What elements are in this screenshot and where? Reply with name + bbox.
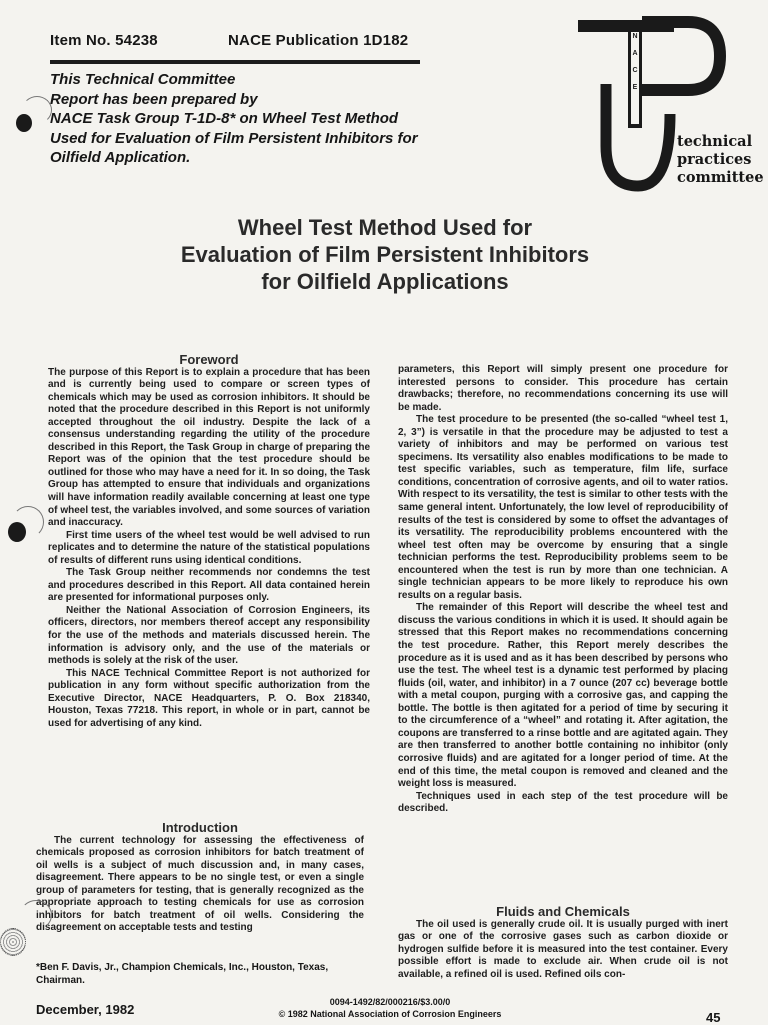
- footer-code: 0094-1492/82/000216/$3.00/0: [329, 997, 451, 1007]
- committee-statement-line: This Technical Committee: [50, 71, 236, 88]
- foreword-paragraph: Neither the National Association of Corrosion Engineers, its officers, directors, nor members thereof accept any responsibility for the use of the methods and materials discussed herein. The information is advisory only, and the use of the materials or methods is solely at the risk of the user.: [48, 604, 370, 667]
- fluids-heading: Fluids and Chemicals: [496, 904, 630, 919]
- left-column: [48, 354, 370, 730]
- item-number: Item No. 54238: [50, 32, 158, 49]
- logo-letters: [630, 32, 640, 100]
- title-line: Evaluation of Film Persistent Inhibitors: [180, 242, 590, 267]
- logo-word: committee: [677, 169, 764, 186]
- foreword-paragraph: First time users of the wheel test would be well advised to run replicates and to determine the nature of the statistical populations of results of different runs using identical conditions.: [48, 529, 370, 566]
- title-line: for Oilfield Applications: [261, 269, 509, 294]
- punch-hole-ring: [20, 900, 52, 930]
- logo-letter: N: [632, 33, 638, 40]
- footer-date: December, 1982: [36, 1002, 135, 1017]
- body-paragraph: The remainder of this Report will describe the wheel test and discuss the various conditions in which it is used. It should again be stressed that this Report makes no recommendations concerning the test procedure. Rather, this Report merely describes the procedure as it is used and as it has been described by persons who use the test. The wheel test is a dynamic test performed by placing fluids (oil, water, and inhibitor) in a 7 ounce (207 cc) beverage bottle with a metal coupon, purging with a corrosive gas, and capping the bottle. The bottle is then agitated for a period of time by securing it to the circumference of a “wheel” and rotating it. After agitation, the coupons are transferred to a rinse bottle and are agitated again. They are then transferred to another bottle containing no inhibitor (only corrosive fluids) and are agitated for a longer period of time. At the end of this time, the metal coupon is removed and cleaned and the weight loss is measured.: [398, 602, 728, 790]
- logo-word: practices: [677, 151, 752, 168]
- body-paragraph: The test procedure to be presented (the so-called “wheel test 1, 2, 3”) is versatile in that the procedure may be adjusted to test a variety of inhibitors and may be performed on various test specimens. Its versatility also enables modifications to be made to test specific variables, such as temperature, film life, surface conditions, concentration of corrosive agents, and oil to water ratios. With respect to its versatility, the test is similar to other tests with the same general intent. Unfortunately, the low level of reproducibility of results of the test is considered by some to offset the advantages of its versatility. The reproducibility problems encountered with the wheel test often may be overcome by ensuring that a single technician performs the test. Reproducibility problems seem to be encountered when the test is run by more than one technician. A single technician appears to be more likely to reproduce his own results on a regular basis.: [398, 414, 728, 601]
- header-rule: [50, 60, 420, 64]
- committee-statement-line: Report has been prepared by: [50, 90, 258, 108]
- footnote: *Ben F. Davis, Jr., Champion Chemicals, Inc., Houston, Texas, Chairman.: [36, 962, 329, 986]
- committee-statement: [50, 70, 470, 168]
- introduction-section: [36, 822, 364, 935]
- logo-letter: C: [632, 67, 638, 74]
- footer-copyright: © 1982 National Association of Corrosion Engineers: [278, 1009, 502, 1019]
- page-title: [100, 214, 670, 295]
- committee-statement-line: Oilfield Application.: [50, 149, 191, 166]
- introduction-heading: Introduction: [162, 820, 238, 835]
- logo-letter: E: [632, 84, 638, 91]
- committee-statement-line: NACE Task Group T-1D-8* on Wheel Test Method: [50, 110, 399, 127]
- body-paragraph: parameters, this Report will simply present one procedure for interested persons to consider. This procedure has certain drawbacks; therefore, no recommendations concerning its use will be made.: [398, 364, 728, 413]
- title-line: Wheel Test Method Used for: [237, 215, 533, 240]
- punch-hole-ring: [12, 506, 44, 538]
- foreword-paragraph: The Task Group neither recommends nor condemns the test and procedures described in this Report. All data contained herein are presented for informational purposes only.: [48, 567, 370, 604]
- foreword-paragraph: The purpose of this Report is to explain a procedure that has been and is currently being used to compare or screen types of chemicals which may be used as corrosion inhibitors. It should be noted that the procedure described in this Report is not uniformly accepted throughout the oil industry. Despite the lack of a consensus understanding regarding the utility of the procedure described in this Report, the Task Group in charge of preparing the Report was of the opinion that the test procedure should be outlined for those who may have a need for it. In so doing, the Task Group has attempted to ensure that individuals and organizations will have information readily available concerning at least one type of wheel test, the variables involved, and some sources of variation and inaccuracy.: [48, 366, 370, 529]
- foreword-paragraph: This NACE Technical Committee Report is not authorized for publication in any form without specific authorization from the Executive Director, NACE Headquarters, P. O. Box 218340, Houston, Texas 77218. This report, in whole or in part, cannot be used for advertising of any kind.: [48, 667, 370, 729]
- page-number: 45: [706, 1010, 721, 1025]
- fluids-section: [398, 906, 728, 981]
- body-paragraph: Techniques used in each step of the test procedure will be described.: [398, 790, 728, 815]
- punch-hole-ring: [22, 96, 52, 124]
- introduction-paragraph: The current technology for assessing the effectiveness of chemicals proposed as corrosion inhibitors for batch treatment of oil wells is a subject of much discussion and, in many cases, disagreement. There appears to be no single test, or even a single group of parameters for testing, that is generally recognized as the appropriate approach to testing chemicals for use as corrosion inhibitors for batch treatment of oil wells. Considering the disagreement on acceptable tests and testing: [36, 834, 364, 934]
- punch-hole-mark: [0, 928, 26, 956]
- publication-number: NACE Publication 1D182: [228, 32, 409, 49]
- fluids-paragraph: The oil used is generally crude oil. It is usually purged with inert gas or one of the corrosive gases such as carbon dioxide or hydrogen sulfide before it is measured into the test container. Every possible effort is made to exclude air. When crude oil is not available, a refined oil is used. Refined oils con-: [398, 918, 728, 980]
- foreword-heading: Foreword: [179, 352, 239, 367]
- tpc-logo-words: [677, 133, 767, 187]
- footer-publication-info: [240, 996, 540, 1020]
- right-column: [398, 364, 728, 816]
- logo-word: technical: [677, 133, 753, 150]
- committee-statement-line: Used for Evaluation of Film Persistent Inhibitors for: [50, 129, 418, 147]
- logo-letter: A: [632, 50, 638, 57]
